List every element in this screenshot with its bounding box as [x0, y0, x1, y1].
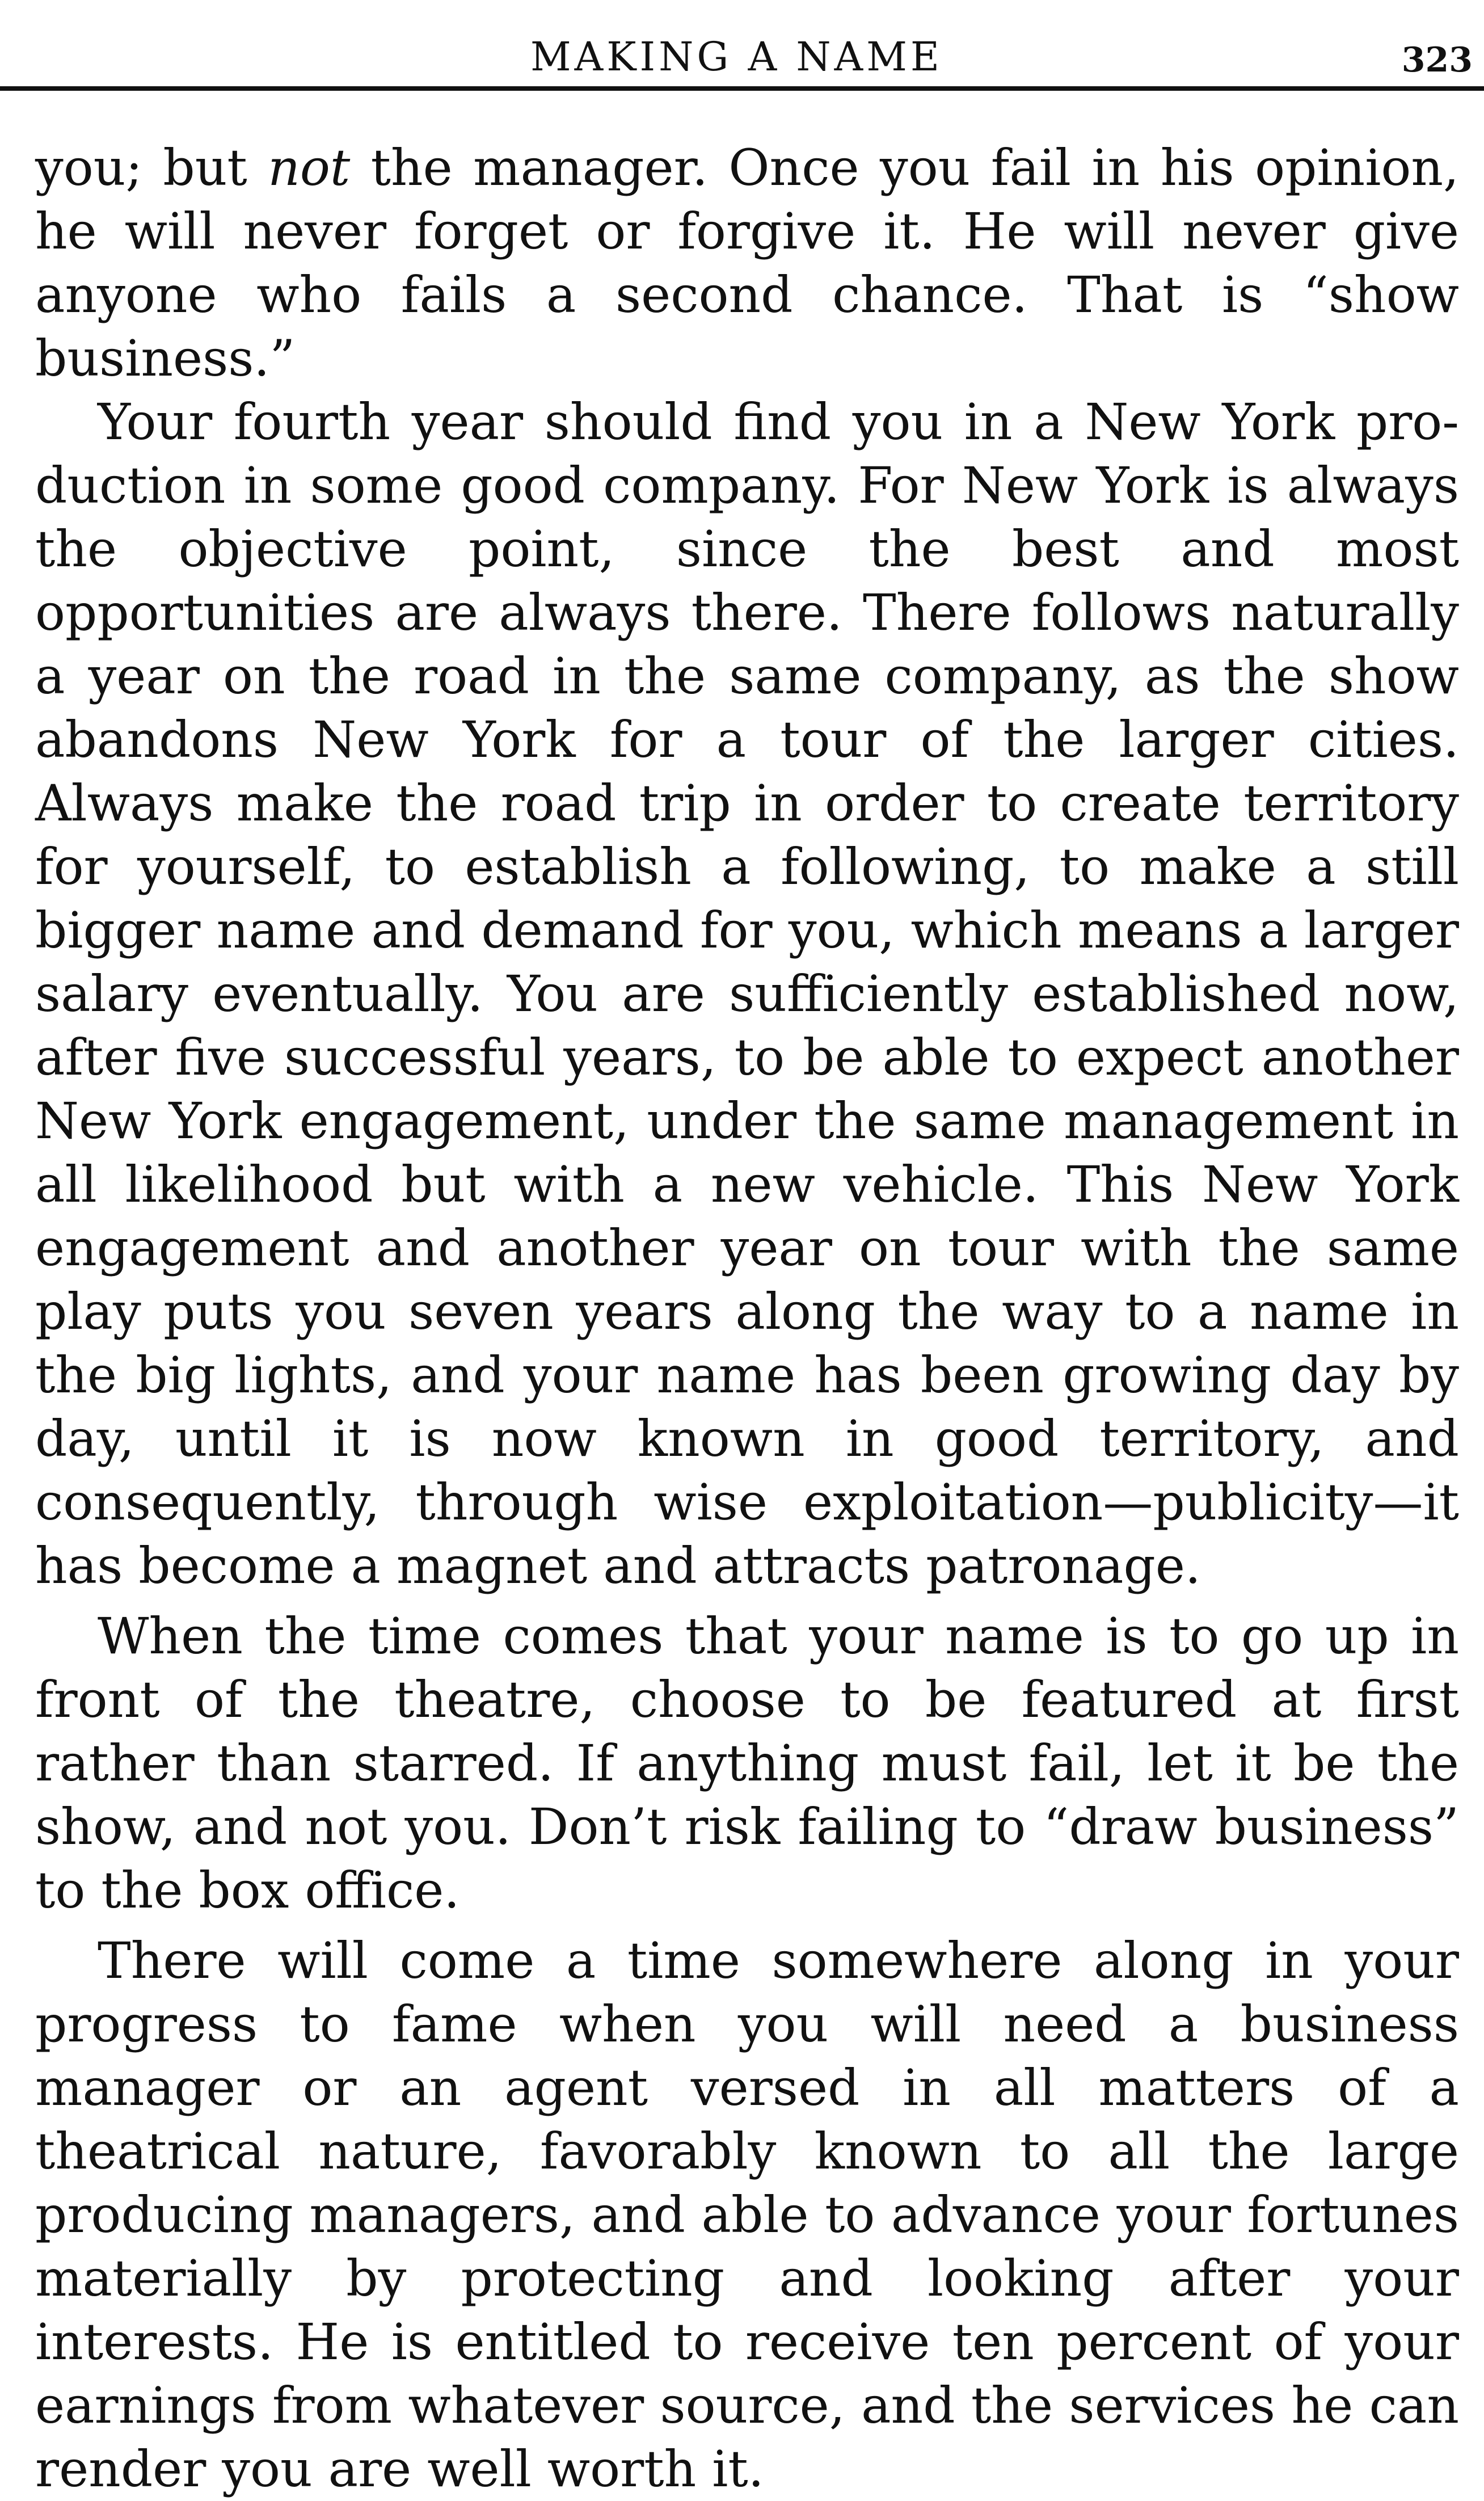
page-header — [0, 28, 1484, 85]
paragraph-fourth-year: Your fourth year should find you in a New York production in some good company. For New York is always the objective point, since the best and most opportunities are always there. There follows naturally a year on the road in the same company, as the show abandons New York for a tour of the larger cities. Always make the road trip in order to create territory for yourself, to establish a following, to make a still bigger name and demand for you, which means a larger salary eventually. You are sufficiently established now, after five successful years, to be able to expect another New York engagement, under the same management in all likelihood but with a new vehicle. This New York engagement and another year on tour with the same play puts you seven years along the way to a name in the big lights, and your name has been growing day by day, until it is now known in good territory, and consequently, through wise exploitation—publicity—it has become a magnet and attracts patronage. — [35, 393, 1459, 1595]
paragraph-featured: When the time comes that your name is to go up in front of the theatre, choose to be featured at first rather than starred. If anything must fail, let it be the show, and not you. Don’t risk failing to “draw business” to the box office. — [35, 1607, 1459, 1919]
paragraph-business-manager: There will come a time somewhere along in your progress to fame when you will need a business manager or an agent versed in all matters of a theatrical nature, favorably known to all the large producing managers, and able to advance your fortunes materially by protecting and looking after your interests. He is entitled to receive ten percent of your earnings from whatever source, and the services he can render you are well worth it. — [35, 1931, 1459, 2498]
page-number: 323 — [1401, 40, 1473, 80]
emphasis-not: not — [268, 138, 351, 197]
paragraph-1-start: you; but — [35, 138, 268, 197]
header-rule — [0, 86, 1484, 91]
paragraph-continued — [35, 136, 1459, 390]
body-text — [35, 136, 1459, 2501]
paragraph-1-end: the manager. Once you fail in his opinion, he will never forget or forgive it. He will never give anyone who fails a second chance. That is “show business.” — [35, 138, 1459, 388]
running-title: MAKING A NAME — [530, 33, 943, 80]
